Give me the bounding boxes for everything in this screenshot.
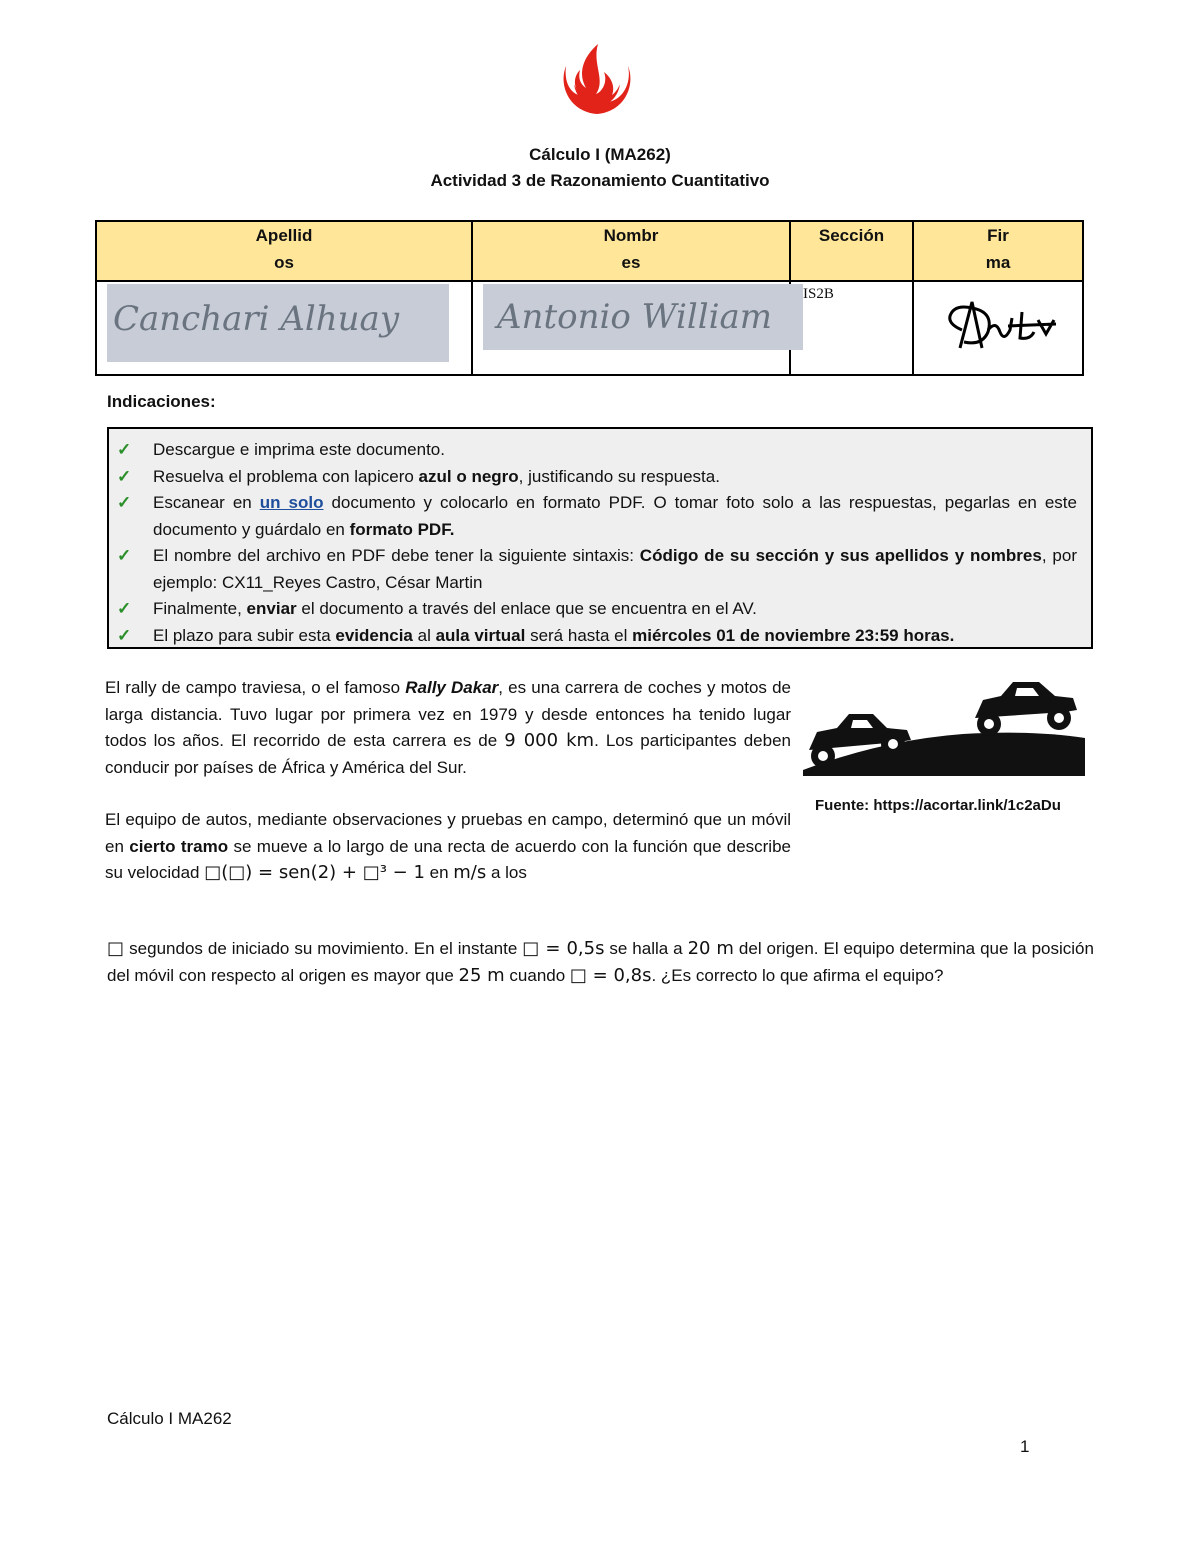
apellidos-handwriting: Canchari Alhuay xyxy=(107,284,449,362)
checkmark-icon: ✓ xyxy=(117,440,132,459)
problem-intro: El rally de campo traviesa, o el famoso Rally Dakar, es una carrera de coches y motos de larga distancia. Tuvo lugar por primera vez en 1979 y desde entonces ha tenido lugar todos los años. El recorrido de esta carrera es de 9 000 km. Los participantes deben conducir por países de África y América del Sur. xyxy=(105,678,791,777)
checkmark-icon: ✓ xyxy=(117,546,132,565)
list-item: ✓ Descargue e imprima este documento. xyxy=(117,437,1077,464)
seccion-value: IS2B xyxy=(803,286,834,302)
buggy-icon xyxy=(975,682,1077,736)
indicaciones-label: Indicaciones: xyxy=(107,392,216,411)
footer-text: Cálculo I MA262 xyxy=(107,1409,232,1428)
firma-cell xyxy=(913,281,1083,375)
checkmark-icon: ✓ xyxy=(117,493,132,512)
checkmark-icon: ✓ xyxy=(117,466,132,486)
header-seccion: Sección xyxy=(790,221,913,281)
problem-question: □ segundos de iniciado su movimiento. En el instante □ = 0,5s se halla a 20 m del origen. El equipo determina que la posición del móvil con respecto al origen es mayor que 25 m cuando □ = 0,8s. ¿Es correcto lo que afirma el equipo? xyxy=(107,938,1094,986)
header-apellidos: Apellid os xyxy=(96,221,472,281)
un-solo-link[interactable]: un solo xyxy=(259,493,324,512)
nombres-handwriting: Antonio William xyxy=(483,284,803,350)
activity-title: Actividad 3 de Razonamiento Cuantitativo xyxy=(430,171,770,190)
checkmark-icon: ✓ xyxy=(117,599,132,618)
university-logo xyxy=(556,38,638,118)
apellidos-cell xyxy=(96,281,472,375)
list-item: ✓ El plazo para subir esta evidencia al aula virtual será hasta el miércoles 01 de noviembre 23:59 horas. xyxy=(117,623,1077,650)
list-item: ✓ Finalmente, enviar el documento a través del enlace que se encuentra en el AV. xyxy=(117,596,1077,623)
table-data-row xyxy=(96,281,1083,375)
signature-image xyxy=(938,290,1062,356)
list-item: ✓ Resuelva el problema con lapicero azul o negro, justificando su respuesta. xyxy=(117,464,1077,491)
figure-source: Fuente: https://acortar.link/1c2aDu xyxy=(815,797,1061,814)
page-number: 1 xyxy=(1020,1437,1030,1456)
list-item: ✓ El nombre del archivo en PDF debe tener la siguiente sintaxis: Código de su sección y sus apellidos y nombres, por ejemplo: CX11_Reyes Castro, César Martin xyxy=(117,543,1077,596)
header-firma: Fir ma xyxy=(913,221,1083,281)
header-nombres: Nombr es xyxy=(472,221,790,281)
seccion-cell xyxy=(790,281,913,375)
nombres-cell xyxy=(472,281,790,375)
rally-cars-illustration xyxy=(803,678,1085,776)
student-info-table xyxy=(95,220,1084,376)
list-item: ✓ Escanear en un solo documento y colocarlo en formato PDF. O tomar foto solo a las respuestas, pegarlas en este documento y guárdalo en formato PDF. xyxy=(117,490,1077,543)
table-header-row xyxy=(96,221,1083,281)
indicaciones-box xyxy=(107,427,1093,649)
checkmark-icon: ✓ xyxy=(117,625,132,645)
problem-velocity: El equipo de autos, mediante observaciones y pruebas en campo, determinó que un móvil en cierto tramo se mueve a lo largo de una recta de acuerdo con la función que describe su velocidad □(□) = sen(2) + □³ − 1 en m/s a los xyxy=(105,810,791,883)
course-title: Cálculo I (MA262) xyxy=(529,145,671,164)
